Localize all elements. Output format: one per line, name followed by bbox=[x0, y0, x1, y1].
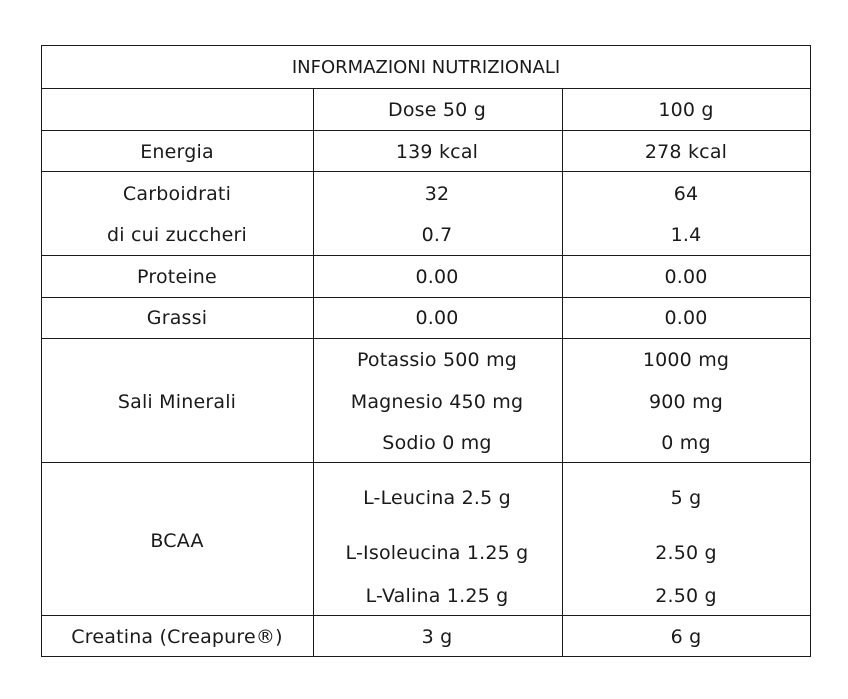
row-divider bbox=[41, 171, 811, 172]
cell-sodio-dose: Sodio 0 mg bbox=[382, 432, 492, 454]
row-label-sali-minerali: Sali Minerali bbox=[117, 391, 237, 413]
table-title: INFORMAZIONI NUTRIZIONALI bbox=[291, 57, 561, 78]
column-divider bbox=[313, 88, 314, 657]
cell-isoleucina-per100: 2.50 g bbox=[655, 542, 717, 564]
cell-valina-dose: L-Valina 1.25 g bbox=[365, 585, 509, 607]
cell-leucina-dose: L-Leucina 2.5 g bbox=[363, 487, 511, 509]
cell-energia-dose: 139 kcal bbox=[395, 141, 479, 163]
cell-magnesio-per100: 900 mg bbox=[648, 391, 724, 413]
row-label-bcaa: BCAA bbox=[150, 530, 204, 552]
cell-carboidrati-per100: 64 bbox=[673, 183, 699, 205]
cell-creatina-dose: 3 g bbox=[421, 626, 453, 648]
cell-zuccheri-per100: 1.4 bbox=[670, 224, 702, 246]
cell-grassi-dose: 0.00 bbox=[415, 307, 459, 329]
cell-energia-per100: 278 kcal bbox=[644, 141, 728, 163]
row-label-proteine: Proteine bbox=[137, 266, 217, 288]
row-divider bbox=[41, 338, 811, 339]
row-label-carboidrati: Carboidrati bbox=[122, 183, 232, 205]
row-label-grassi: Grassi bbox=[146, 307, 208, 329]
cell-carboidrati-dose: 32 bbox=[424, 183, 450, 205]
cell-zuccheri-dose: 0.7 bbox=[421, 224, 453, 246]
row-divider bbox=[41, 462, 811, 463]
cell-leucina-per100: 5 g bbox=[670, 487, 702, 509]
cell-creatina-per100: 6 g bbox=[670, 626, 702, 648]
cell-magnesio-dose: Magnesio 450 mg bbox=[350, 391, 524, 413]
row-divider bbox=[41, 130, 811, 131]
row-label-creatina: Creatina (Creapure®) bbox=[71, 626, 283, 648]
column-divider bbox=[562, 88, 563, 657]
row-divider bbox=[41, 615, 811, 616]
cell-sodio-per100: 0 mg bbox=[661, 432, 711, 454]
row-label-energia: Energia bbox=[140, 141, 214, 163]
cell-isoleucina-dose: L-Isoleucina 1.25 g bbox=[345, 542, 529, 564]
row-divider bbox=[41, 297, 811, 298]
header-dose: Dose 50 g bbox=[388, 99, 486, 121]
cell-proteine-dose: 0.00 bbox=[415, 266, 459, 288]
cell-potassio-per100: 1000 mg bbox=[642, 349, 730, 371]
row-divider bbox=[41, 255, 811, 256]
cell-grassi-per100: 0.00 bbox=[664, 307, 708, 329]
row-label-zuccheri: di cui zuccheri bbox=[107, 224, 247, 246]
cell-proteine-per100: 0.00 bbox=[664, 266, 708, 288]
row-divider bbox=[41, 88, 811, 89]
cell-potassio-dose: Potassio 500 mg bbox=[356, 349, 518, 371]
header-per100: 100 g bbox=[658, 99, 714, 121]
cell-valina-per100: 2.50 g bbox=[655, 585, 717, 607]
